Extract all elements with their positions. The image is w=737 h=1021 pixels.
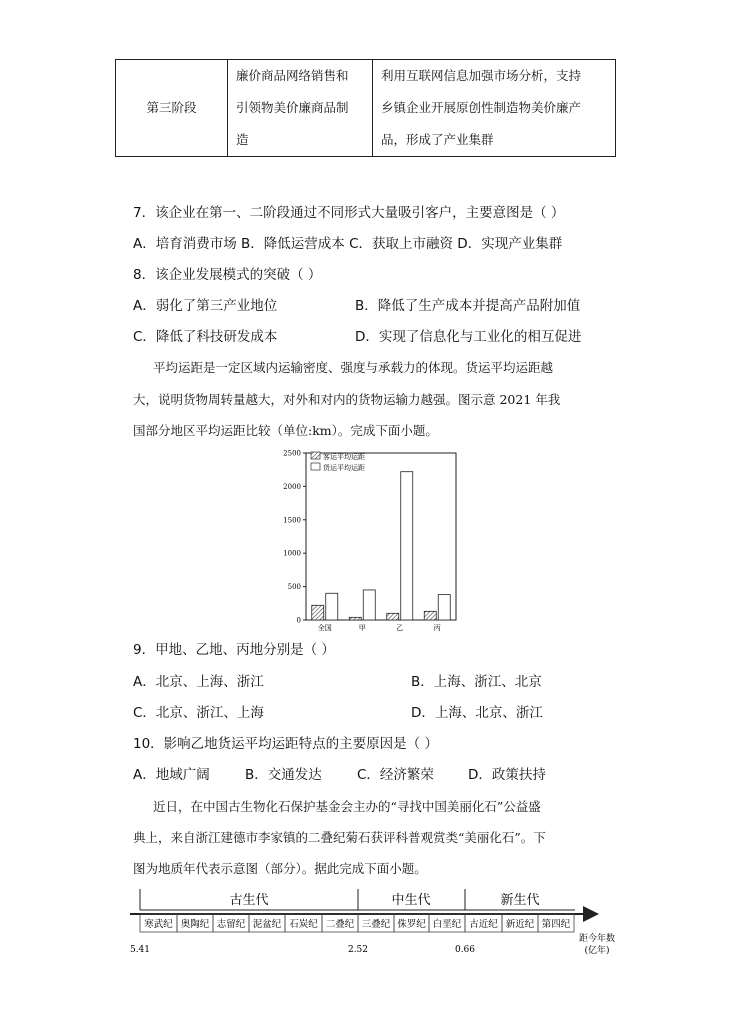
period-label: 三叠纪: [361, 919, 391, 930]
question-8-option-a: A．弱化了第三产业地位: [133, 298, 278, 314]
passage-1-line: 国部分地区平均运距比较（单位:km）。完成下面小题。: [133, 423, 438, 438]
question-9-option-a: A．北京、上海、浙江: [133, 674, 264, 690]
y-tick-label: 2500: [283, 449, 301, 458]
question-10-option-a: A．地域广阔: [133, 767, 210, 783]
chart-legend: [311, 452, 365, 472]
question-10-option-d: D．政策扶持: [468, 767, 546, 783]
stage-detail-cell: [373, 60, 616, 157]
question-8-option-d: D．实现了信息化与工业化的相互促进: [355, 329, 582, 345]
age-label: 2.52: [347, 945, 369, 955]
x-category-label: 乙: [396, 624, 404, 632]
era-mesozoic: 中生代: [391, 893, 431, 908]
question-9-option-b: B．上海、浙江、北京: [411, 674, 542, 690]
period-label: 白垩纪: [432, 919, 462, 930]
passage-1-line: 平均运距是一定区域内运输密度、强度与承载力的体现。货运平均运距越: [153, 360, 554, 375]
stage-table: [115, 59, 616, 157]
bar-freight-distance: [326, 593, 338, 620]
y-tick-label: 500: [287, 583, 301, 592]
question-8-stem: 8．该企业发展模式的突破（ ）: [133, 267, 322, 283]
bar-passenger-distance: [312, 605, 324, 620]
period-label: 寒武纪: [144, 919, 173, 930]
age-label: 0.66: [454, 945, 476, 955]
question-10-option-c: C．经济繁荣: [357, 767, 434, 783]
stage-detail-line: 利用互联网信息加强市场分析，支持: [381, 68, 582, 83]
legend-swatch-freight: [311, 463, 320, 470]
question-10-option-b: B．交通发达: [245, 767, 322, 783]
period-label: 泥盆纪: [252, 919, 282, 930]
bar-passenger-distance: [349, 617, 361, 620]
axis-label-years: 距今年数: [578, 934, 616, 944]
transport-distance-chart: [280, 447, 460, 637]
period-label: 二叠纪: [325, 919, 355, 930]
era-paleozoic: 古生代: [229, 893, 269, 908]
legend-swatch-passenger: [311, 452, 320, 459]
legend-label-freight: 货运平均运距: [323, 464, 365, 472]
stage-description-cell: [228, 60, 373, 157]
y-tick-label: 2000: [283, 482, 301, 491]
bar-freight-distance: [401, 472, 413, 620]
legend-label-passenger: 客运平均运距: [323, 453, 365, 461]
table-row: [116, 60, 616, 157]
passage-1-line: 大，说明货物周转量越大，对外和对内的货物运输力越强。图示意 2021 年我: [133, 392, 561, 407]
period-label: 新近纪: [505, 919, 535, 930]
question-7-stem: 7．该企业在第一、二阶段通过不同形式大量吸引客户，主要意图是（ ）: [133, 205, 565, 221]
passage-2-line: 近日，在中国古生物化石保护基金会主办的“寻找中国美丽化石”公益盛: [153, 799, 541, 814]
question-7-options: A．培育消费市场 B．降低运营成本 C．获取上市融资 D．实现产业集群: [133, 236, 563, 252]
question-8-option-c: C．降低了科技研发成本: [133, 329, 278, 345]
question-9-stem: 9．甲地、乙地、丙地分别是（ ）: [133, 642, 335, 658]
question-10-stem: 10．影响乙地货运平均运距特点的主要原因是（ ）: [133, 736, 438, 752]
period-label: 侏罗纪: [397, 919, 426, 930]
period-label: 石炭纪: [289, 919, 318, 930]
question-9-option-d: D．上海、北京、浙江: [411, 705, 543, 721]
axis-label-unit: (亿年): [584, 946, 610, 956]
stage-description-line: 引领物美价廉商品制: [236, 100, 349, 115]
question-9-option-c: C．北京、浙江、上海: [133, 705, 264, 721]
x-category-label: 全国: [317, 624, 332, 632]
geologic-timeline: [125, 885, 635, 965]
bar-freight-distance: [363, 590, 375, 620]
passage-2-line: 图为地质年代表示意图（部分）。据此完成下面小题。: [133, 861, 427, 876]
question-8-option-b: B．降低了生产成本并提高产品附加值: [355, 298, 581, 314]
y-tick-label: 1000: [283, 549, 301, 558]
stage-detail-line: 品，形成了产业集群: [381, 132, 494, 147]
period-label: 古近纪: [469, 919, 498, 930]
bar-passenger-distance: [387, 613, 399, 620]
x-category-label: 甲: [358, 624, 366, 632]
y-tick-label: 1500: [283, 516, 301, 525]
x-category-label: 丙: [433, 624, 441, 632]
period-cells: [140, 914, 574, 932]
stage-detail-line: 乡镇企业开展原创性制造物美价廉产: [381, 100, 582, 115]
bar-freight-distance: [438, 595, 450, 620]
stage-description-line: 造: [236, 132, 249, 147]
bar-passenger-distance: [424, 611, 436, 620]
y-tick-label: 0: [296, 616, 301, 625]
period-label: 志留纪: [216, 919, 246, 930]
age-label: 5.41: [129, 945, 151, 955]
stage-description-line: 廉价商品网络销售和: [236, 68, 349, 83]
passage-2-line: 典上，来自浙江建德市李家镇的二叠纪菊石获评科普观赏类“美丽化石”。下: [133, 830, 546, 845]
time-axis-arrow: [583, 906, 599, 922]
era-cenozoic: 新生代: [500, 893, 540, 908]
stage-label-cell: 第三阶段: [116, 60, 228, 157]
period-label: 奥陶纪: [180, 919, 210, 930]
period-label: 第四纪: [541, 919, 571, 930]
